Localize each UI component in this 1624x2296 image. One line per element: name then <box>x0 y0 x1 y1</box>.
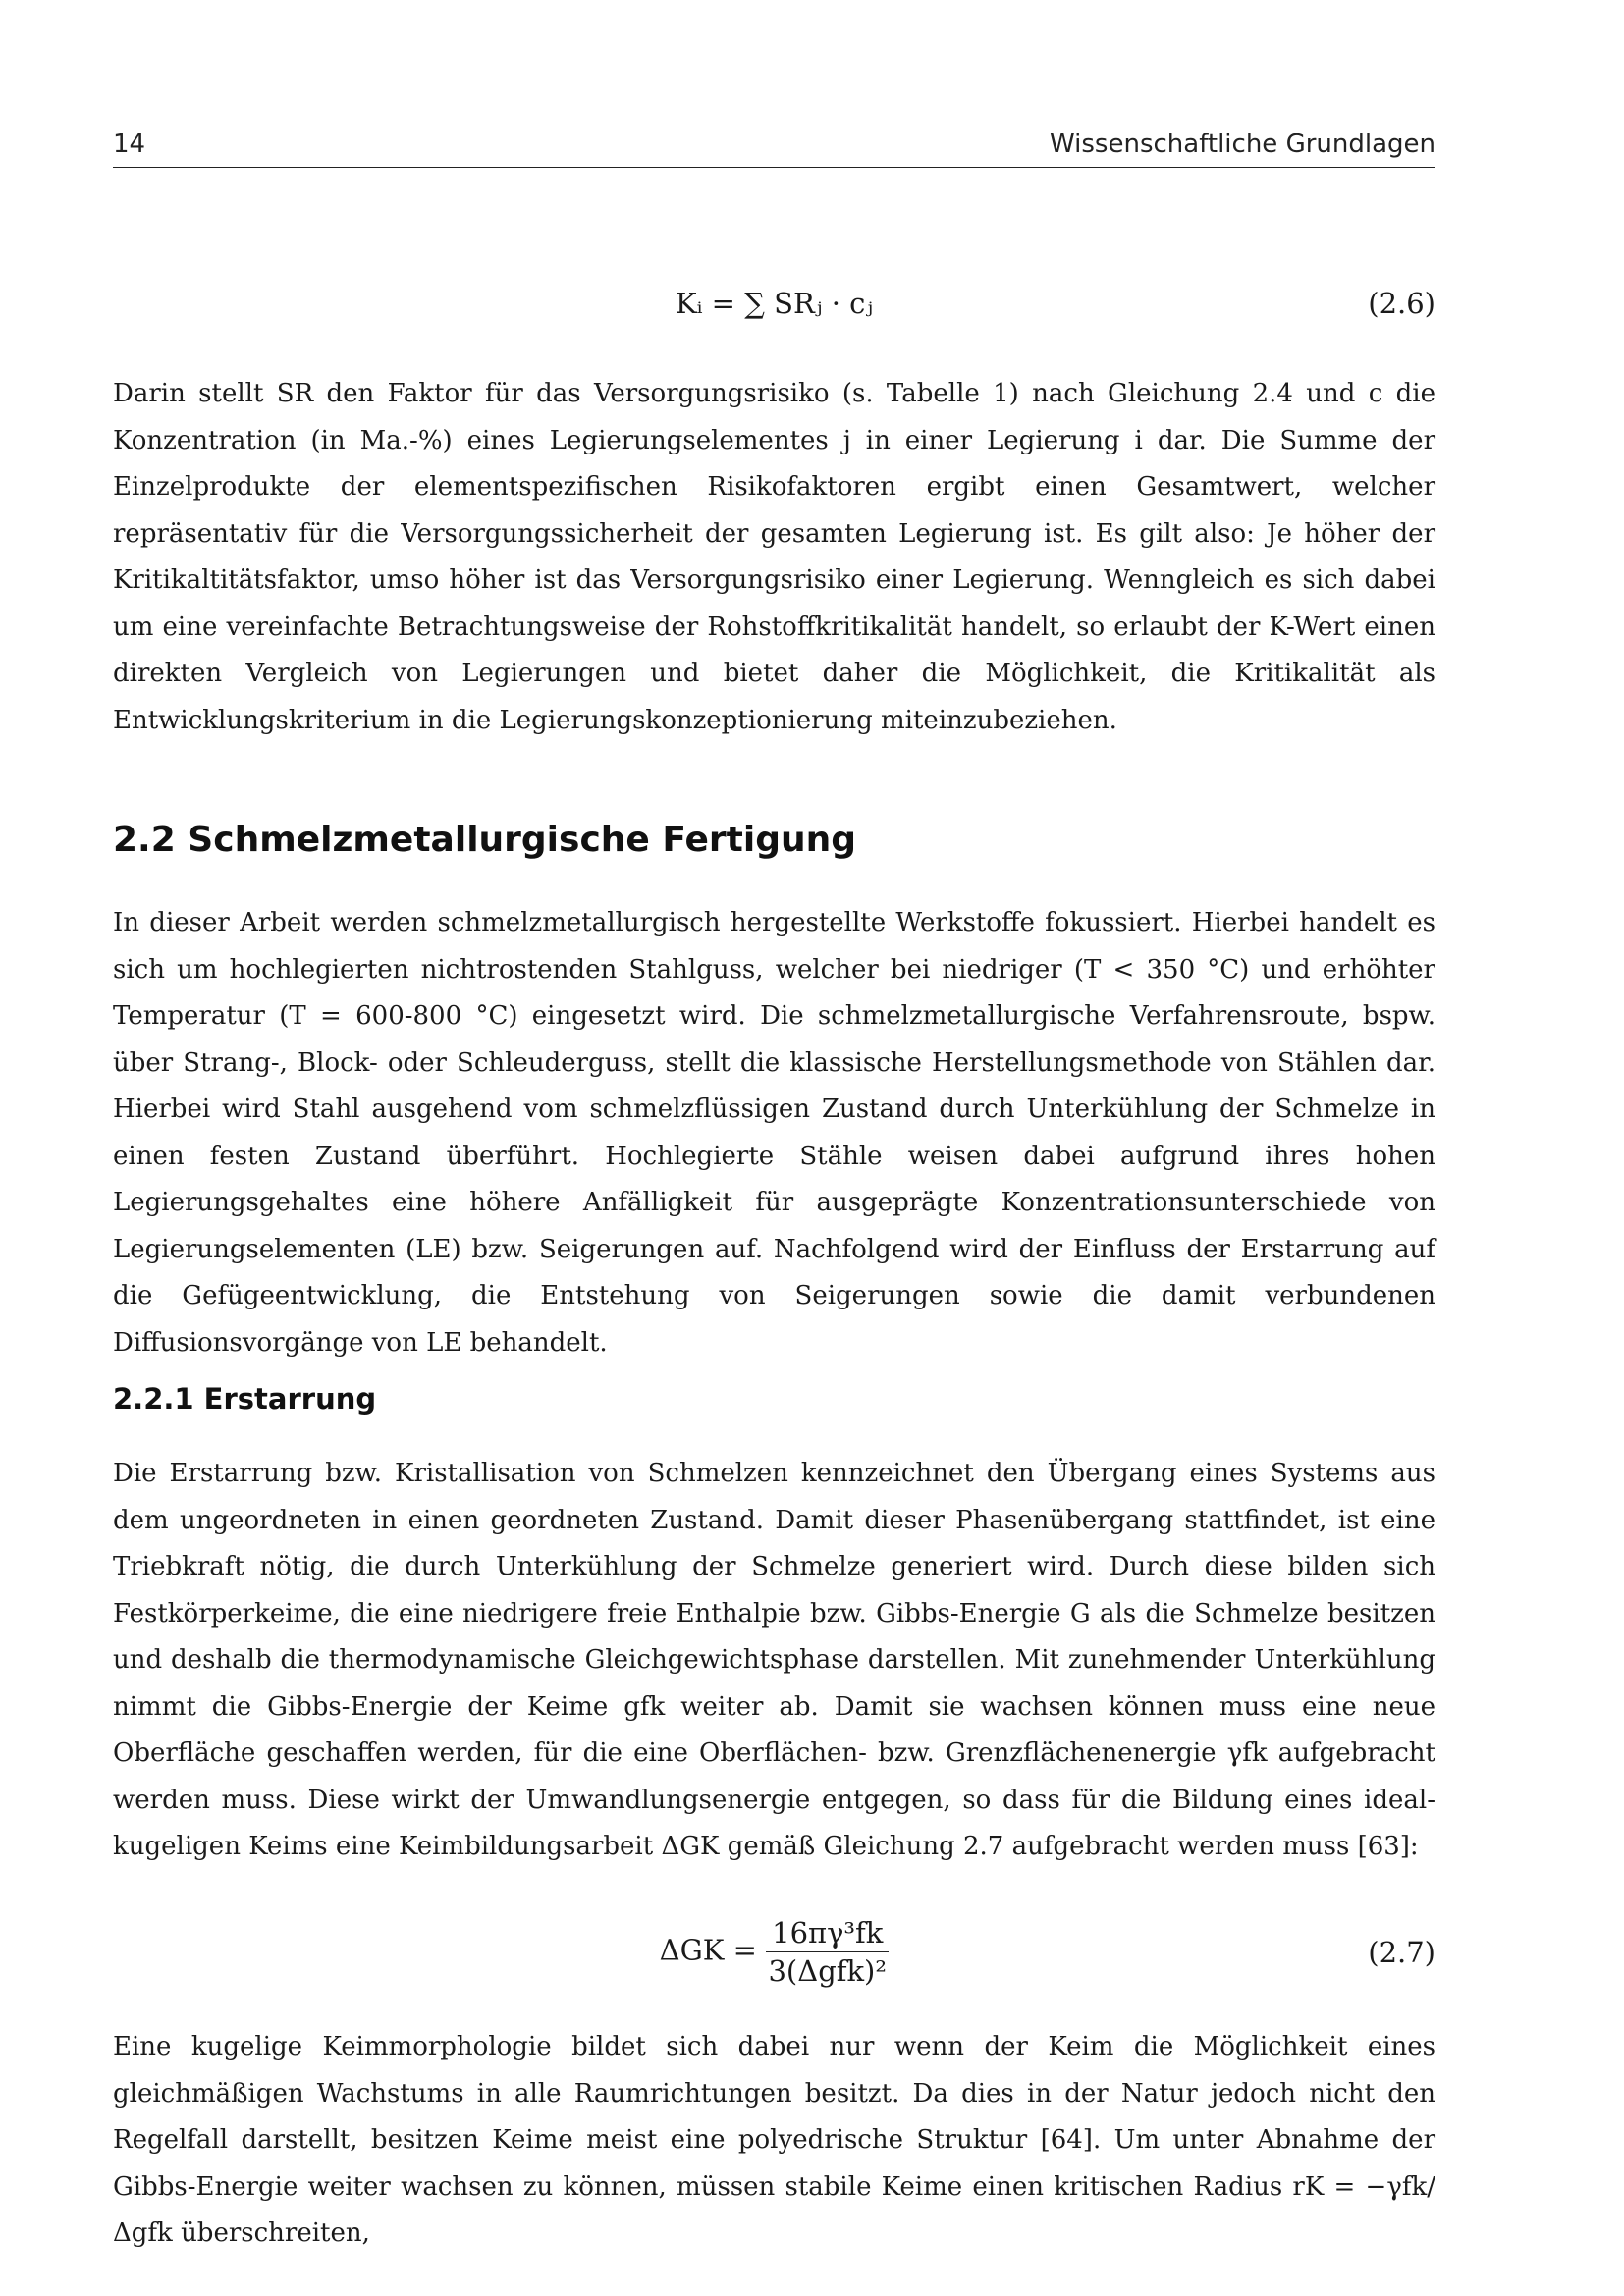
equation-2-7 <box>113 1916 1435 1991</box>
paragraph-nucleus-morphology <box>113 2024 1435 2258</box>
paragraph-solidification <box>113 1451 1435 1871</box>
paragraph-melt-metallurgy <box>113 900 1435 1366</box>
equation-2-6 <box>113 287 1435 326</box>
page-header <box>113 126 1435 168</box>
paragraph-criticality-text: Darin stellt SR den Faktor für das Versorgungsrisiko (s. Tabelle 1) nach Gleichung 2.4 und c die Konzentration (in Ma.-%) eines Legierungselementes j in einer Legierung i dar. Die Summe der Einzelprodukte der elementspezifischen Risikofaktoren ergibt einen Gesamtwert, welcher repräsentativ für die Versorgungssicherheit der gesamten Legierung ist. Es gilt also: Je höher der Kritikaltitätsfaktor, umso höher ist das Versorgungsrisiko einer Legierung. Wenngleich es sich dabei um eine vereinfachte Betrachtungsweise der Rohstoffkritikalität handelt, so erlaubt der K-Wert einen direkten Vergleich von Legierungen und bietet daher die Möglichkeit, die Kritikalität als Entwicklungskriterium in die Legierungskonzeptionierung miteinzubeziehen. <box>113 379 1435 735</box>
equation-2-6-number: (2.6) <box>1368 287 1435 320</box>
paragraph-solidification-text: Die Erstarrung bzw. Kristallisation von Schmelzen kennzeichnet den Übergang eines Systems aus dem ungeordneten in einen geordneten Zustand. Damit dieser Phasenübergang stattfindet, ist eine Triebkraft nötig, die durch Unterkühlung der Schmelze generiert wird. Durch diese bilden sich Festkörperkeime, die eine niedrigere freie Enthalpie bzw. Gibbs-Energie G als die Schmelze besitzen und deshalb die thermodynamische Gleichgewichtsphase darstellen. Mit zunehmender Unterkühlung nimmt die Gibbs-Energie der Keime gfk weiter ab. Damit sie wachsen können muss eine neue Oberfläche geschaffen werden, für die eine Oberflächen- bzw. Grenzflächenenergie γfk aufgebracht werden muss. Diese wirkt der Umwandlungsenergie entgegen, so dass für die Bildung eines ideal-kugeligen Keims eine Keimbildungsarbeit ΔGK gemäß Gleichung 2.7 aufgebracht werden muss [63]: <box>113 1459 1435 1861</box>
equation-2-7-fraction <box>766 1916 889 1988</box>
section-heading-2-2-1: 2.2.1 Erstarrung <box>113 1382 377 1415</box>
equation-2-6-body: Kᵢ = ∑ SRⱼ · cⱼ <box>675 287 874 320</box>
paragraph-melt-metallurgy-text: In dieser Arbeit werden schmelzmetallurgisch hergestellte Werkstoffe fokussiert. Hierbei handelt es sich um hochlegierten nichtrostenden Stahlguss, welcher bei niedriger (T < 350 °C) und erhöhter Temperatur (T = 600-800 °C) eingesetzt wird. Die schmelzmetallurgische Verfahrensroute, bspw. über Strang-, Block- oder Schleuderguss, stellt die klassische Herstellungsmethode von Stählen dar. Hierbei wird Stahl ausgehend vom schmelzflüssigen Zustand durch Unterkühlung der Schmelze in einen festen Zustand überführt. Hochlegierte Stähle weisen dabei aufgrund ihres hohen Legierungsgehaltes eine höhere Anfälligkeit für ausgeprägte Konzentrationsunterschiede von Legierungselementen (LE) bzw. Seigerungen auf. Nachfolgend wird der Einfluss der Erstarrung auf die Gefügeentwicklung, die Entstehung von Seigerungen sowie die damit verbundenen Diffusionsvorgänge von LE behandelt. <box>113 908 1435 1358</box>
section-heading-2-2: 2.2 Schmelzmetallurgische Fertigung <box>113 820 857 860</box>
running-title: Wissenschaftliche Grundlagen <box>1050 130 1435 159</box>
page-number: 14 <box>113 130 146 159</box>
equation-2-7-numerator: 16πγ³fk <box>766 1916 889 1952</box>
equation-2-7-lhs: ΔGK = <box>659 1933 757 1967</box>
paragraph-criticality <box>113 371 1435 744</box>
paragraph-nucleus-morphology-text: Eine kugelige Keimmorphologie bildet sich dabei nur wenn der Keim die Möglichkeit eines gleichmäßigen Wachstums in alle Raumrichtungen besitzt. Da dies in der Natur jedoch nicht den Regelfall darstellt, besitzen Keime meist eine polyedrische Struktur [64]. Um unter Abnahme der Gibbs-Energie weiter wachsen zu können, müssen stabile Keime einen kritischen Radius rK = −γfk/Δgfk überschreiten, <box>113 2032 1435 2248</box>
equation-2-7-denominator: 3(Δgfk)² <box>768 1954 888 1988</box>
equation-2-7-body <box>113 1916 1435 1988</box>
equation-2-7-number: (2.7) <box>1368 1936 1435 1969</box>
